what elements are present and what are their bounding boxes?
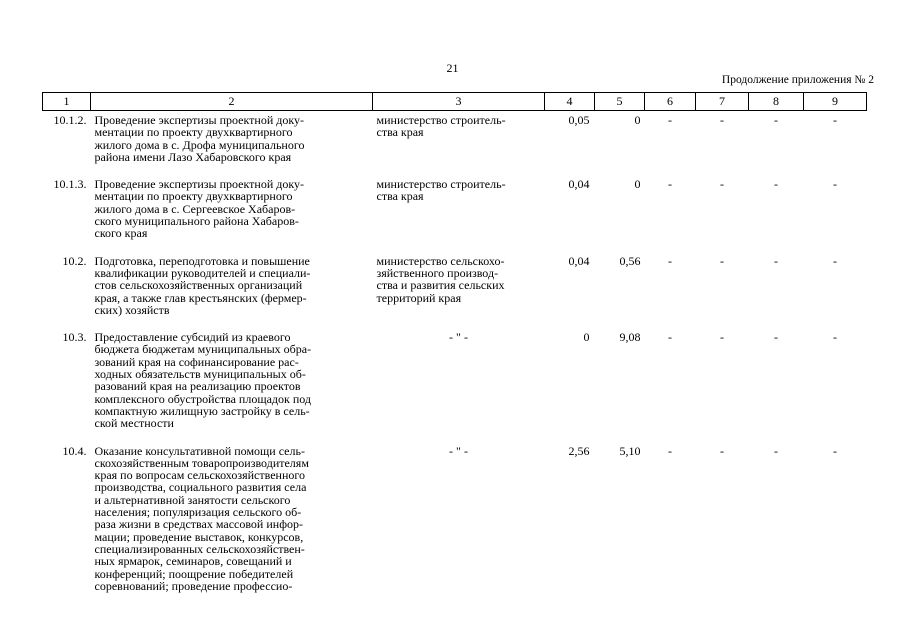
- description-line: ментации по проекту двухквартирного: [94, 125, 293, 140]
- description-line: соревнований; проведение профессио-: [94, 578, 293, 593]
- executor-line: ства края: [376, 189, 424, 204]
- row-value-col4: 2,56: [568, 443, 590, 458]
- row-value-col8: -: [774, 253, 778, 268]
- row-value-col7: -: [720, 113, 724, 127]
- executor-line: зяйственного производ-: [376, 265, 499, 280]
- row-value-col9: -: [833, 177, 837, 192]
- row-value-col8: -: [774, 177, 778, 192]
- description-line: скохозяйственным товаропроизводителям: [94, 455, 309, 470]
- table-row: [43, 328, 867, 441]
- description-line: комплексного обустройства площадок под: [94, 391, 312, 406]
- row-value-col6: -: [668, 113, 672, 127]
- column-header-6: 6: [645, 93, 696, 111]
- row-description: [91, 175, 373, 251]
- row-value-col9: -: [833, 330, 837, 345]
- column-header-3: 3: [373, 93, 545, 111]
- description-line: Предоставление субсидий из краевого: [94, 330, 291, 345]
- column-numbers-row: [43, 93, 867, 111]
- column-header-8: 8: [749, 93, 804, 111]
- description-line: мации; проведение выставок, конкурсов,: [94, 529, 304, 544]
- continuation-note: Продолжение приложения № 2: [721, 74, 874, 86]
- row-value-col9: -: [833, 113, 837, 127]
- row-value-col7: -: [720, 443, 724, 458]
- description-line: Подготовка, переподготовка и повышение: [94, 253, 310, 268]
- table-row: [43, 111, 867, 176]
- description-line: Оказание консультативной помощи сель-: [94, 443, 305, 458]
- description-line: производства, социального развития села: [94, 480, 307, 495]
- executor-line: ства края: [376, 125, 424, 140]
- executor-line: министерство строитель-: [376, 177, 506, 192]
- row-value-col5: 9,08: [619, 330, 641, 345]
- appendix-table: [42, 92, 867, 604]
- row-number: 10.2.: [62, 253, 87, 268]
- description-line: ходных обязательств муниципальных об-: [94, 367, 306, 382]
- column-header-9: 9: [804, 93, 867, 111]
- row-number: 10.4.: [62, 443, 87, 458]
- row-number: 10.3.: [62, 330, 87, 345]
- row-value-col8: -: [774, 113, 778, 127]
- row-executor-ditto: - " -: [449, 330, 468, 345]
- description-line: края по вопросам сельскохозяйственного: [94, 468, 305, 483]
- description-line: стов сельскохозяйственных организаций: [94, 278, 303, 293]
- description-line: района имени Лазо Хабаровского края: [94, 149, 292, 164]
- row-value-col7: -: [720, 330, 724, 345]
- description-line: жилого дома в с. Дрофа муниципального: [94, 137, 305, 152]
- row-value-col4: 0: [583, 330, 590, 345]
- description-line: ментации по проекту двухквартирного: [94, 189, 293, 204]
- row-description: [91, 328, 373, 441]
- row-value-col6: -: [668, 253, 672, 268]
- row-value-col5: 0,56: [619, 253, 641, 268]
- description-line: зований края на софинансирование рас-: [94, 354, 299, 369]
- description-line: ской местности: [94, 416, 174, 431]
- description-line: разований края на реализацию проектов: [94, 379, 301, 394]
- row-value-col7: -: [720, 177, 724, 192]
- row-value-col6: -: [668, 443, 672, 458]
- executor-line: министерство сельскохо-: [376, 253, 505, 268]
- description-line: ского края: [94, 226, 148, 241]
- row-value-col9: -: [833, 253, 837, 268]
- column-header-5: 5: [595, 93, 645, 111]
- row-value-col8: -: [774, 443, 778, 458]
- row-value-col4: 0,04: [568, 177, 590, 192]
- description-line: и альтернативной занятости сельского: [94, 492, 291, 507]
- executor-line: территорий края: [376, 290, 462, 305]
- row-value-col4: 0,04: [568, 253, 590, 268]
- description-line: населения; популяризация сельского об-: [94, 505, 302, 520]
- row-description: [91, 252, 373, 328]
- description-line: бюджета бюджетам муниципальных обра-: [94, 342, 312, 357]
- table-row: [43, 442, 867, 605]
- row-description: [91, 111, 373, 176]
- description-line: конференций; поощрение победителей: [94, 566, 294, 581]
- row-value-col4: 0,05: [568, 113, 590, 127]
- row-value-col7: -: [720, 253, 724, 268]
- description-line: Проведение экспертизы проектной доку-: [94, 177, 305, 192]
- row-value-col9: -: [833, 443, 837, 458]
- row-value-col8: -: [774, 330, 778, 345]
- row-value-col5: 0: [634, 113, 641, 127]
- description-line: края, а также глав крестьянских (фермер-: [94, 290, 307, 305]
- executor-line: министерство строитель-: [376, 113, 506, 127]
- description-line: ского муниципального района Хабаров-: [94, 214, 299, 229]
- row-description: [91, 442, 373, 605]
- column-header-7: 7: [696, 93, 749, 111]
- column-header-1: 1: [43, 93, 91, 111]
- row-value-col5: 0: [634, 177, 641, 192]
- row-executor-ditto: - " -: [449, 443, 468, 458]
- description-line: ских) хозяйств: [94, 302, 170, 317]
- executor-line: ства и развития сельских: [376, 278, 505, 293]
- row-value-col5: 5,10: [619, 443, 641, 458]
- row-executor: [373, 175, 545, 251]
- description-line: Проведение экспертизы проектной доку-: [94, 113, 305, 127]
- table-row: [43, 175, 867, 251]
- row-value-col6: -: [668, 330, 672, 345]
- page-number: 21: [446, 61, 459, 75]
- row-number: 10.1.2.: [53, 113, 87, 127]
- table-row: [43, 252, 867, 328]
- row-executor: [373, 111, 545, 176]
- row-executor: [373, 252, 545, 328]
- column-header-4: 4: [545, 93, 595, 111]
- description-line: специализированных сельскохозяйствен-: [94, 541, 305, 556]
- column-header-2: 2: [91, 93, 373, 111]
- description-line: ных ярмарок, семинаров, совещаний и: [94, 554, 292, 569]
- description-line: жилого дома в с. Сергеевское Хабаров-: [94, 201, 296, 216]
- description-line: раза жизни в средствах массовой инфор-: [94, 517, 303, 532]
- row-value-col6: -: [668, 177, 672, 192]
- description-line: компактную жилищную застройку в сель-: [94, 403, 310, 418]
- description-line: квалификации руководителей и специали-: [94, 265, 311, 280]
- row-number: 10.1.3.: [53, 177, 87, 192]
